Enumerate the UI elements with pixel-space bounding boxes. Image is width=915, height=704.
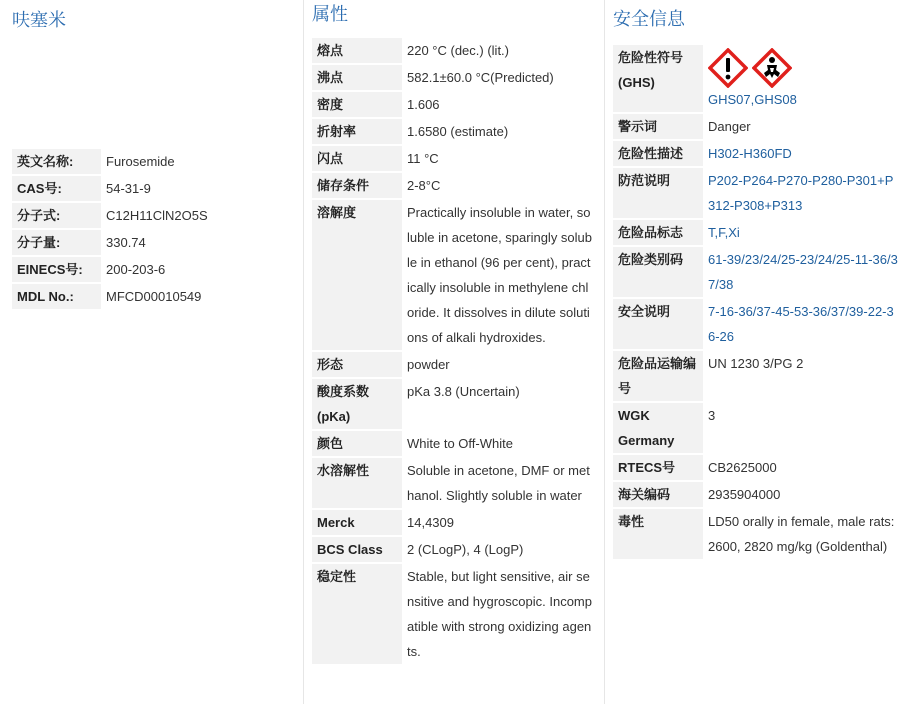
row-value: pKa 3.8 (Uncertain)	[407, 384, 520, 399]
table-row	[12, 230, 294, 255]
ghs-pictograms	[708, 45, 899, 87]
row-key: 危险性描述	[613, 141, 703, 166]
row-value: 3	[708, 408, 716, 423]
row-value: 330.74	[106, 235, 146, 250]
row-key: CAS号:	[12, 176, 101, 201]
table-row	[312, 537, 596, 562]
row-value	[703, 45, 903, 112]
row-key: 安全说明	[613, 299, 703, 349]
row-value: 2 (CLogP), 4 (LogP)	[407, 542, 524, 557]
row-value-link[interactable]: P202-P264-P270-P280-P301+P312-P308+P313	[708, 173, 894, 213]
table-row	[613, 509, 903, 559]
row-value	[703, 220, 903, 245]
properties-column	[312, 0, 596, 666]
row-value: Danger	[708, 119, 751, 134]
row-value	[703, 299, 903, 349]
table-row	[312, 65, 596, 90]
row-key: 毒性	[613, 509, 703, 559]
table-row	[312, 146, 596, 171]
row-value: Practically insoluble in water, soluble in acetone, sparingly soluble in ethanol (96 per cent), practically insoluble in methylene chloride. It dissolves in dilute solutions of alkali hydroxides.	[407, 205, 593, 345]
safety-table	[613, 43, 903, 561]
table-row	[12, 257, 294, 282]
table-row	[613, 482, 903, 507]
table-row	[312, 200, 596, 350]
row-value: White to Off-White	[407, 436, 513, 451]
table-row	[312, 119, 596, 144]
row-key: 溶解度	[312, 200, 402, 350]
row-value: 54-31-9	[106, 181, 151, 196]
table-row	[613, 247, 903, 297]
row-key: 熔点	[312, 38, 402, 63]
row-value: 14,4309	[407, 515, 454, 530]
compound-name-title: 呋塞米	[12, 10, 66, 31]
table-row	[312, 38, 596, 63]
table-row	[613, 455, 903, 480]
row-key: 沸点	[312, 65, 402, 90]
safety-column	[613, 0, 903, 561]
row-key: WGK Germany	[613, 403, 703, 453]
row-key: MDL No.:	[12, 284, 101, 309]
row-value: Soluble in acetone, DMF or methanol. Slightly soluble in water	[407, 463, 590, 503]
ghs-codes-link[interactable]: GHS07,GHS08	[708, 92, 797, 107]
table-row	[613, 114, 903, 139]
properties-title: 属性	[312, 4, 348, 25]
row-key: 闪点	[312, 146, 402, 171]
row-value: UN 1230 3/PG 2	[708, 356, 804, 371]
row-value: 2935904000	[708, 487, 781, 502]
row-key: 危险品标志	[613, 220, 703, 245]
row-key: 危险品运输编号	[613, 351, 703, 401]
health-hazard-pictogram-icon	[752, 48, 792, 88]
row-value	[703, 141, 903, 166]
row-value: LD50 orally in female, male rats: 2600, 2820 mg/kg (Goldenthal)	[708, 514, 895, 554]
row-key: 折射率	[312, 119, 402, 144]
basic-info-table	[12, 147, 294, 311]
table-row	[12, 284, 294, 309]
row-value: CB2625000	[708, 460, 777, 475]
row-value: 2-8°C	[407, 178, 441, 193]
table-row	[312, 564, 596, 664]
table-row	[613, 299, 903, 349]
column-divider	[303, 0, 304, 704]
table-row	[312, 173, 596, 198]
table-row	[613, 351, 903, 401]
row-key: 防范说明	[613, 168, 703, 218]
exclamation-mark-pictogram-icon	[708, 48, 748, 88]
row-value: 1.6580 (estimate)	[407, 124, 509, 139]
row-value-link[interactable]: H302-H360FD	[708, 146, 792, 161]
table-row	[613, 168, 903, 218]
row-value: 220 °C (dec.) (lit.)	[407, 43, 510, 58]
row-value-link[interactable]: 7-16-36/37-45-53-36/37/39-22-36-26	[708, 304, 894, 344]
row-key: 警示词	[613, 114, 703, 139]
row-key: 密度	[312, 92, 402, 117]
row-key: 酸度系数(pKa)	[312, 379, 402, 429]
table-row	[312, 92, 596, 117]
table-row	[12, 203, 294, 228]
row-key: 分子式:	[12, 203, 101, 228]
row-value-link[interactable]: T,F,Xi	[708, 225, 740, 240]
row-key: 颜色	[312, 431, 402, 456]
table-row	[312, 431, 596, 456]
row-key: RTECS号	[613, 455, 703, 480]
row-key: 海关编码	[613, 482, 703, 507]
table-row	[312, 379, 596, 429]
row-key: 危险性符号(GHS)	[613, 45, 703, 112]
row-value: 200-203-6	[106, 262, 166, 277]
row-value	[703, 168, 903, 218]
row-value: 1.606	[407, 97, 440, 112]
row-value: Stable, but light sensitive, air sensitive and hygroscopic. Incompatible with strong oxidizing agents.	[407, 569, 592, 659]
table-row	[613, 403, 903, 453]
row-value: MFCD00010549	[106, 289, 202, 304]
row-value: powder	[407, 357, 450, 372]
properties-table	[312, 36, 596, 666]
table-row	[312, 352, 596, 377]
table-row	[12, 149, 294, 174]
row-value: 11 °C	[407, 151, 439, 166]
table-row-ghs	[613, 45, 903, 112]
row-key: BCS Class	[312, 537, 402, 562]
row-key: EINECS号:	[12, 257, 101, 282]
table-row	[312, 510, 596, 535]
basic-info-column	[12, 0, 294, 311]
table-row	[613, 220, 903, 245]
column-divider	[604, 0, 605, 704]
row-key: 水溶解性	[312, 458, 402, 508]
row-value: 582.1±60.0 °C(Predicted)	[407, 70, 554, 85]
safety-title: 安全信息	[613, 9, 685, 30]
table-row	[12, 176, 294, 201]
row-key: 储存条件	[312, 173, 402, 198]
table-row	[312, 458, 596, 508]
row-key: 危险类别码	[613, 247, 703, 297]
row-value: Furosemide	[106, 154, 175, 169]
row-key: 形态	[312, 352, 402, 377]
row-key: 稳定性	[312, 564, 402, 664]
row-key: 英文名称:	[12, 149, 101, 174]
row-key: 分子量:	[12, 230, 101, 255]
row-value-link[interactable]: 61-39/23/24/25-23/24/25-11-36/37/38	[708, 252, 898, 292]
row-key: Merck	[312, 510, 402, 535]
table-row	[613, 141, 903, 166]
row-value: C12H11ClN2O5S	[106, 208, 208, 223]
row-value	[703, 247, 903, 297]
